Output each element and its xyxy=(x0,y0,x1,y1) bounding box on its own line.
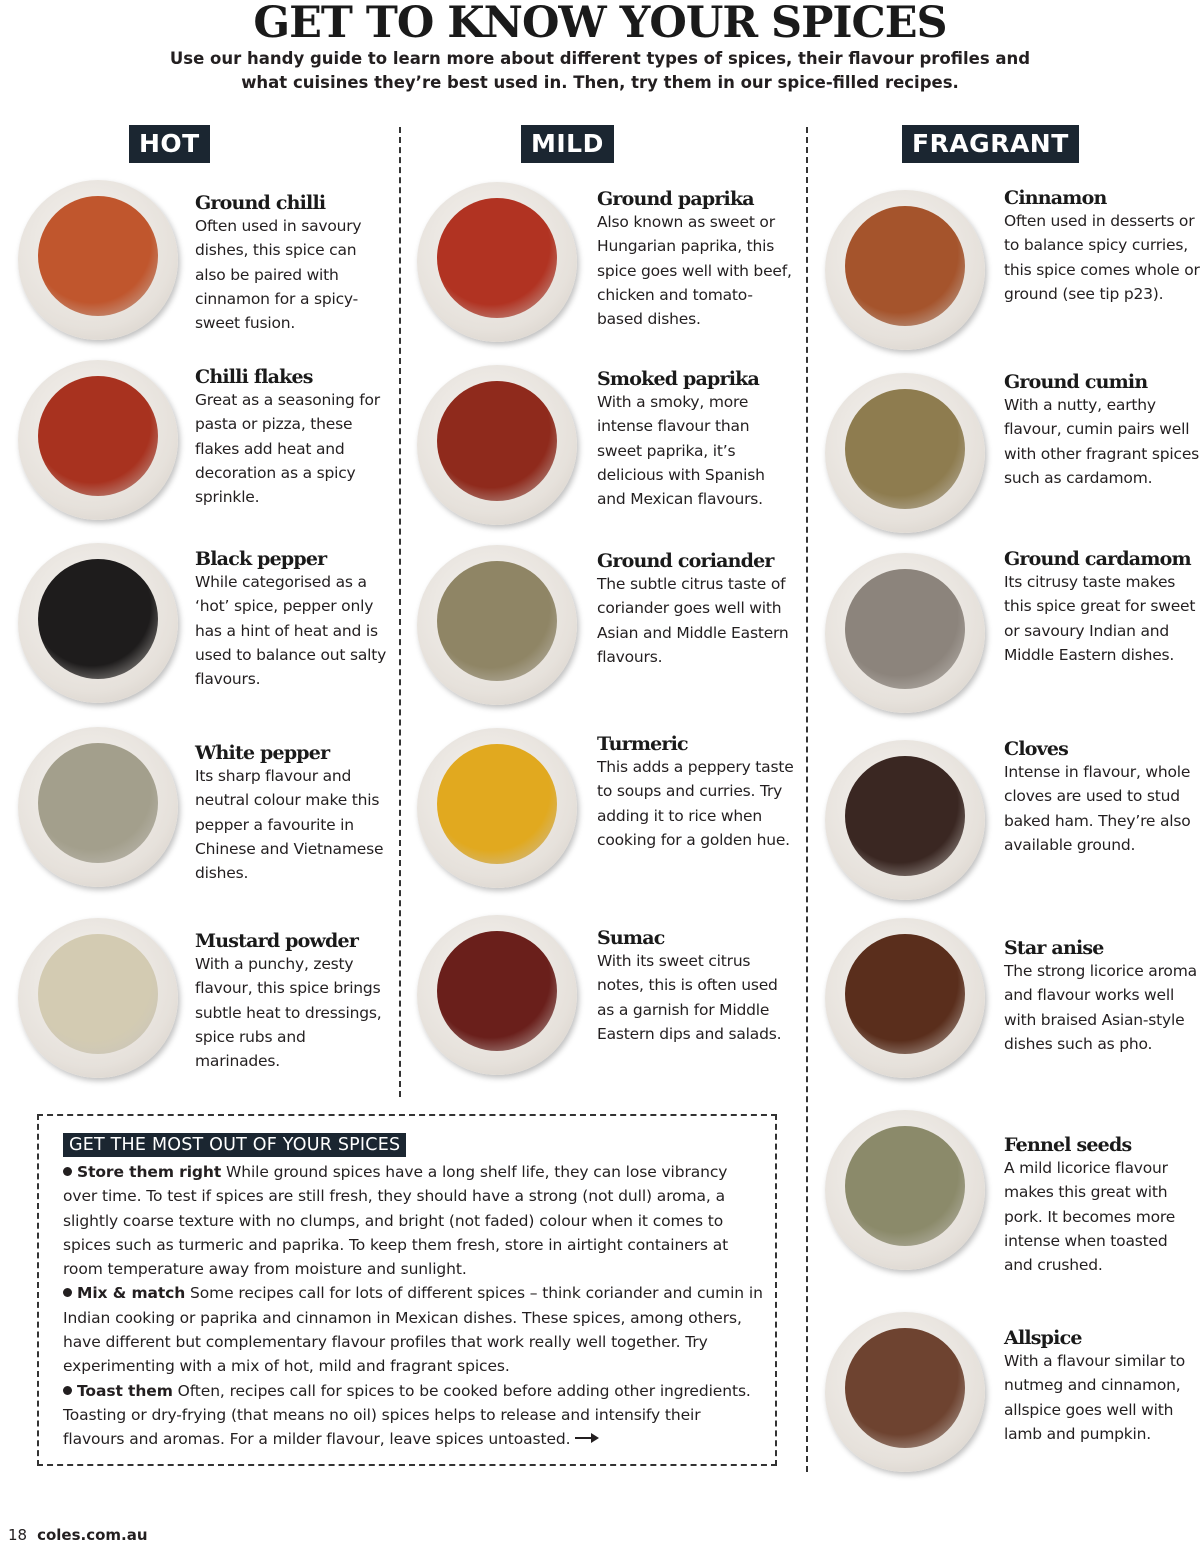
intro-text xyxy=(150,47,1050,95)
spice-name: Smoked paprika xyxy=(597,368,760,390)
spice-fill xyxy=(437,744,557,864)
spice-entry xyxy=(195,930,390,1073)
spice-bowl-image xyxy=(417,365,577,525)
spice-bowl-image xyxy=(417,728,577,888)
spice-bowl-image xyxy=(825,1110,985,1270)
spice-entry xyxy=(195,742,390,885)
tips-body xyxy=(63,1160,763,1452)
spice-bowl-image xyxy=(18,918,178,1078)
spice-description: This adds a peppery taste to soups and curries. Try adding it to rice when cooking for a golden hue. xyxy=(597,758,794,849)
site-url: coles.com.au xyxy=(37,1526,148,1544)
spice-description: With a flavour similar to nutmeg and cinnamon, allspice goes well with lamb and pumpkin. xyxy=(1004,1352,1186,1443)
column-divider-left xyxy=(399,127,401,1097)
spice-fill xyxy=(845,934,965,1054)
category-mild: MILD xyxy=(521,125,614,163)
spice-fill xyxy=(845,569,965,689)
spice-name: Ground chilli xyxy=(195,192,326,214)
spice-bowl-image xyxy=(417,915,577,1075)
spice-fill xyxy=(437,381,557,501)
spice-entry xyxy=(597,368,797,511)
spice-bowl-image xyxy=(825,373,985,533)
spice-name: Black pepper xyxy=(195,548,327,570)
spice-description: The strong licorice aroma and flavour works well with braised Asian-style dishes such as pho. xyxy=(1004,962,1197,1053)
spice-entry xyxy=(597,927,797,1046)
spice-fill xyxy=(38,743,158,863)
spice-description: Often used in savoury dishes, this spice can also be paired with cinnamon for a spicy-sweet fusion. xyxy=(195,217,362,333)
spice-fill xyxy=(845,1126,965,1246)
intro-line-1: Use our handy guide to learn more about different types of spices, their flavour profiles and xyxy=(169,49,1031,68)
spice-entry xyxy=(597,550,797,669)
spice-name: Turmeric xyxy=(597,733,688,755)
tip-lead: Toast them xyxy=(77,1381,173,1400)
spice-entry xyxy=(597,733,797,852)
spice-description: While categorised as a ‘hot’ spice, pepper only has a hint of heat and is used to balance out salty flavours. xyxy=(195,573,387,689)
spice-entry xyxy=(195,366,390,509)
intro-line-2: what cuisines they’re best used in. Then, try them in our spice-filled recipes. xyxy=(241,73,959,92)
spice-entry xyxy=(1004,1327,1200,1446)
spice-name: White pepper xyxy=(195,742,330,764)
spice-name: Ground cardamom xyxy=(1004,548,1191,570)
category-hot: HOT xyxy=(129,125,210,163)
tip-text: While ground spices have a long shelf life, they can lose vibrancy over time. To test if spices are still fresh, they should have a strong (not dull) aroma, a slightly coarse texture with no clumps, and bright (not faded) colour when it comes to spices such as turmeric and paprika. To keep them fresh, store in airtight containers at room temperature away from moisture and sunlight. xyxy=(63,1163,729,1279)
spice-name: Mustard powder xyxy=(195,930,359,952)
spice-description: Great as a seasoning for pasta or pizza, these flakes add heat and decoration as a spicy sprinkle. xyxy=(195,391,380,507)
spice-bowl-image xyxy=(18,360,178,520)
spice-description: Intense in flavour, whole cloves are used to stud baked ham. They’re also available ground. xyxy=(1004,763,1191,854)
spice-entry xyxy=(1004,187,1200,306)
spice-description: Also known as sweet or Hungarian paprika, this spice goes well with beef, chicken and tomato-based dishes. xyxy=(597,213,792,329)
spice-entry xyxy=(1004,1134,1200,1277)
tips-box xyxy=(37,1114,777,1466)
spice-bowl-image xyxy=(18,727,178,887)
page-number: 18 xyxy=(8,1526,28,1544)
spice-entry xyxy=(1004,371,1200,490)
spice-entry xyxy=(1004,738,1200,857)
spice-bowl-image xyxy=(18,543,178,703)
spice-name: Cinnamon xyxy=(1004,187,1107,209)
bullet-icon xyxy=(63,1288,72,1297)
page-footer xyxy=(8,1526,148,1544)
spice-bowl-image xyxy=(825,553,985,713)
spice-fill xyxy=(38,559,158,679)
spice-name: Ground cumin xyxy=(1004,371,1148,393)
tips-heading: GET THE MOST OUT OF YOUR SPICES xyxy=(63,1133,406,1157)
page-title: GET TO KNOW YOUR SPICES xyxy=(253,0,947,48)
spice-bowl-image xyxy=(417,545,577,705)
spice-entry xyxy=(1004,548,1200,667)
spice-fill xyxy=(437,198,557,318)
spice-description: With a nutty, earthy flavour, cumin pairs well with other fragrant spices such as cardamom. xyxy=(1004,396,1200,487)
spice-description: With its sweet citrus notes, this is often used as a garnish for Middle Eastern dips and salads. xyxy=(597,952,782,1043)
tip-item-store xyxy=(63,1163,728,1278)
spice-fill xyxy=(38,376,158,496)
spice-entry xyxy=(597,188,797,331)
spice-bowl-image xyxy=(825,190,985,350)
spice-name: Cloves xyxy=(1004,738,1069,760)
spice-description: The subtle citrus taste of coriander goes well with Asian and Middle Eastern flavours. xyxy=(597,575,789,666)
category-fragrant: FRAGRANT xyxy=(902,125,1079,163)
spice-fill xyxy=(845,1328,965,1448)
tip-text: Often, recipes call for spices to be cooked before adding other ingredients. Toasting or dry-frying (that means no oil) spices helps to release and intensify their flavours and aromas. For a milder flavour, leave spices untoasted. xyxy=(63,1381,751,1449)
spice-bowl-image xyxy=(18,180,178,340)
spice-name: Fennel seeds xyxy=(1004,1134,1132,1156)
spice-fill xyxy=(845,206,965,326)
spice-name: Chilli flakes xyxy=(195,366,313,388)
spice-description: Its sharp flavour and neutral colour make this pepper a favourite in Chinese and Vietnamese dishes. xyxy=(195,767,384,883)
spice-bowl-image xyxy=(825,1312,985,1472)
tip-lead: Mix & match xyxy=(77,1284,186,1303)
spice-description: Often used in desserts or to balance spicy curries, this spice comes whole or ground (see tip p23). xyxy=(1004,212,1200,303)
spice-fill xyxy=(437,931,557,1051)
spice-description: A mild licorice flavour makes this great with pork. It becomes more intense when toasted and crushed. xyxy=(1004,1159,1176,1275)
spice-bowl-image xyxy=(417,182,577,342)
spice-bowl-image xyxy=(825,918,985,1078)
spice-entry xyxy=(1004,937,1200,1056)
spice-name: Ground coriander xyxy=(597,550,774,572)
tip-text: Some recipes call for lots of different spices – think coriander and cumin in Indian cooking or paprika and cinnamon in Mexican dishes. These spices, among others, have different but complementary flavour profiles that work really well together. Try experimenting with a mix of hot, mild and fragrant spices. xyxy=(63,1284,763,1376)
spice-fill xyxy=(845,756,965,876)
spice-name: Ground paprika xyxy=(597,188,754,210)
spice-fill xyxy=(845,389,965,509)
spice-description: With a smoky, more intense flavour than sweet paprika, it’s delicious with Spanish and Mexican flavours. xyxy=(597,393,765,509)
spice-name: Allspice xyxy=(1004,1327,1082,1349)
spice-fill xyxy=(38,196,158,316)
tip-item-toast xyxy=(63,1382,751,1449)
spice-bowl-image xyxy=(825,740,985,900)
spice-name: Star anise xyxy=(1004,937,1104,959)
tip-lead: Store them right xyxy=(77,1163,222,1181)
bullet-icon xyxy=(63,1386,72,1395)
spice-entry xyxy=(195,192,390,335)
spice-entry xyxy=(195,548,390,691)
column-divider-right xyxy=(806,127,808,1472)
arrow-right-icon xyxy=(575,1433,599,1443)
spice-description: Its citrusy taste makes this spice great for sweet or savoury Indian and Middle Eastern dishes. xyxy=(1004,573,1196,664)
spice-description: With a punchy, zesty flavour, this spice brings subtle heat to dressings, spice rubs and marinades. xyxy=(195,955,382,1071)
spice-fill xyxy=(437,561,557,681)
tip-item-mix xyxy=(63,1284,763,1375)
spice-fill xyxy=(38,934,158,1054)
spice-name: Sumac xyxy=(597,927,665,949)
bullet-icon xyxy=(63,1167,72,1176)
